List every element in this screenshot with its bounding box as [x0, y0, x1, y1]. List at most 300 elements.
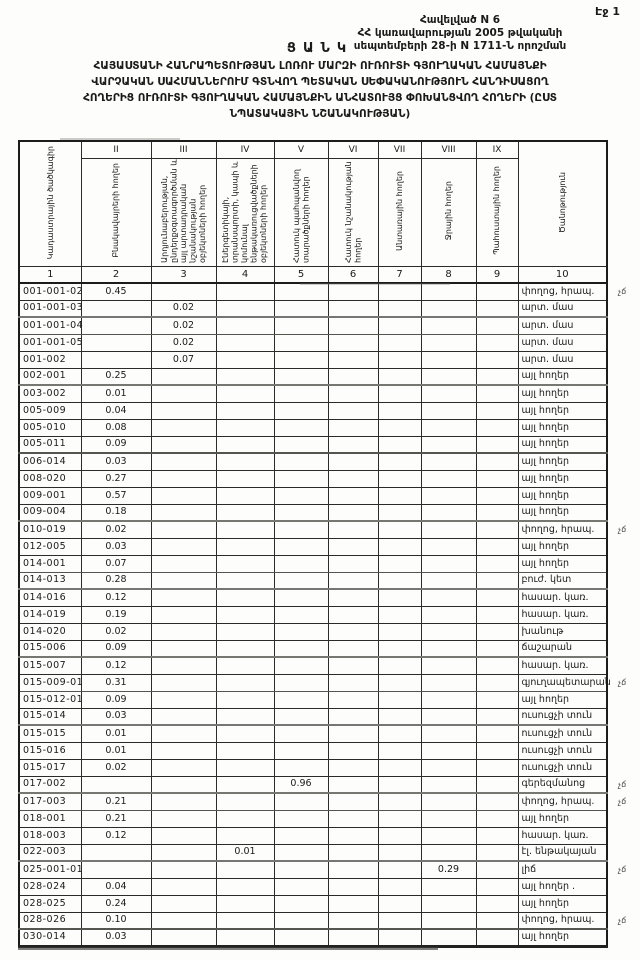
value-cell [274, 759, 328, 776]
value-cell [476, 521, 518, 538]
marginal-mark: չճ [617, 677, 627, 687]
value-cell [151, 555, 216, 572]
value-cell [274, 300, 328, 317]
value-cell [216, 606, 274, 623]
value-cell [378, 538, 421, 555]
value-cell: 0.09 [81, 640, 151, 657]
value-cell [328, 419, 378, 436]
value-cell [476, 691, 518, 708]
code-cell: 001-001-04 [19, 317, 81, 334]
note-cell [518, 929, 607, 946]
value-cell [378, 878, 421, 895]
value-cell [216, 657, 274, 674]
value-cell [378, 283, 421, 300]
code-cell: 022-003 [19, 844, 81, 861]
note-cell [518, 861, 627, 878]
table-row [19, 810, 607, 827]
value-cell [151, 912, 216, 929]
value-cell [476, 351, 518, 368]
value-cell [378, 708, 421, 725]
table-row [19, 657, 607, 674]
value-cell [328, 470, 378, 487]
value-cell [476, 419, 518, 436]
table-row [19, 929, 607, 946]
value-cell [274, 351, 328, 368]
value-cell [476, 861, 518, 878]
value-cell: 0.24 [81, 895, 151, 912]
value-cell [378, 521, 421, 538]
value-cell [328, 385, 378, 402]
col-header-special-purpose: Հատուկ նշանակության հողեր [328, 158, 378, 266]
value-cell [378, 776, 421, 793]
value-cell [216, 878, 274, 895]
code-cell: 015-015 [19, 725, 81, 742]
value-cell [328, 912, 378, 929]
value-cell [328, 844, 378, 861]
value-cell [216, 640, 274, 657]
note-cell [518, 334, 607, 351]
value-cell [421, 657, 476, 674]
value-cell [378, 674, 421, 691]
note-cell [518, 572, 607, 589]
marginal-mark: չճ [617, 796, 627, 807]
value-cell [421, 674, 476, 691]
code-cell: 015-012-01 [19, 691, 81, 708]
value-cell [328, 521, 378, 538]
code-cell: 014-013 [19, 572, 81, 589]
value-cell [421, 912, 476, 929]
value-cell [378, 504, 421, 521]
value-cell [81, 861, 151, 878]
value-cell [476, 759, 518, 776]
table-row [19, 521, 607, 538]
table-row [19, 589, 607, 606]
value-cell [274, 555, 328, 572]
note-cell [518, 810, 607, 827]
value-cell [216, 504, 274, 521]
table-row [19, 504, 607, 521]
value-cell: 0.08 [81, 419, 151, 436]
value-cell [328, 623, 378, 640]
note-text: այլ հողեր [521, 812, 570, 824]
value-cell [274, 283, 328, 300]
value-cell: 0.02 [81, 759, 151, 776]
value-cell [421, 436, 476, 453]
value-cell [274, 606, 328, 623]
value-cell [421, 504, 476, 521]
value-cell [476, 878, 518, 895]
value-cell: 0.04 [81, 878, 151, 895]
value-cell [378, 317, 421, 334]
col-header-energy-transport: Էներգետիկայի, տրանսպորտի, կապի և կոմունալ ենթակառուցվածքների օբյեկտների հողեր [216, 158, 274, 266]
table-row [19, 402, 607, 419]
value-cell [151, 538, 216, 555]
value-cell [274, 453, 328, 470]
col-header-reserve: Պահուստային հողեր [476, 158, 518, 266]
value-cell [378, 657, 421, 674]
title-line-4: ՆՊԱՏԱԿԱՅԻՆ ՆՇԱՆԱԿՈՒԹՅԱՆ) [229, 108, 411, 120]
col-number-3: 3 [151, 266, 216, 283]
note-cell [518, 453, 607, 470]
note-text: արտ. մաս [521, 319, 574, 331]
value-cell [476, 453, 518, 470]
note-text: արտ. մաս [521, 353, 574, 365]
value-cell [378, 810, 421, 827]
value-cell [421, 589, 476, 606]
value-cell [216, 589, 274, 606]
value-cell [216, 419, 274, 436]
value-cell: 0.01 [81, 742, 151, 759]
value-cell [274, 640, 328, 657]
table-row [19, 861, 607, 878]
value-cell [421, 402, 476, 419]
value-cell [378, 300, 421, 317]
value-cell [274, 929, 328, 946]
table-body [19, 283, 627, 946]
value-cell [216, 674, 274, 691]
code-cell: 009-001 [19, 487, 81, 504]
value-cell: 0.02 [81, 521, 151, 538]
code-cell: 015-014 [19, 708, 81, 725]
appendix-line-1: Հավելված N 6 [419, 14, 501, 26]
value-cell [274, 487, 328, 504]
value-cell [216, 623, 274, 640]
note-text: այլ հողեր [521, 557, 570, 569]
note-cell [518, 827, 607, 844]
value-cell [216, 402, 274, 419]
col-number-2: 2 [81, 266, 151, 283]
value-cell [274, 657, 328, 674]
value-cell [216, 742, 274, 759]
note-cell [518, 555, 607, 572]
value-cell [421, 725, 476, 742]
note-cell [518, 538, 607, 555]
code-cell: 002-001 [19, 368, 81, 385]
value-cell [274, 725, 328, 742]
value-cell [151, 283, 216, 300]
note-text: փողոց, հրապ. [521, 285, 595, 297]
value-cell [378, 436, 421, 453]
table-row [19, 368, 607, 385]
code-cell: 028-025 [19, 895, 81, 912]
note-text: այլ հողեր [521, 370, 570, 382]
note-text: գյուղապետարան [521, 676, 611, 688]
note-text: այլ հողեր [521, 404, 570, 416]
value-cell [216, 317, 274, 334]
note-text: այլ հողեր [521, 455, 570, 467]
value-cell [216, 351, 274, 368]
roman-numeral-2: II [81, 141, 151, 158]
value-cell [216, 810, 274, 827]
value-cell [216, 436, 274, 453]
value-cell [378, 827, 421, 844]
value-cell: 0.02 [151, 300, 216, 317]
marginal-mark: չճ [617, 915, 627, 925]
value-cell [421, 844, 476, 861]
value-cell [378, 402, 421, 419]
value-cell [328, 674, 378, 691]
value-cell [274, 538, 328, 555]
value-cell [151, 419, 216, 436]
value-cell [274, 912, 328, 929]
value-cell [476, 555, 518, 572]
value-cell: 0.45 [81, 283, 151, 300]
value-cell [274, 521, 328, 538]
value-cell [151, 470, 216, 487]
roman-numeral-9: IX [476, 141, 518, 158]
value-cell [151, 725, 216, 742]
col-header-residential: Բնակավայրերի հողեր [81, 158, 151, 266]
value-cell [328, 708, 378, 725]
roman-numeral-3: III [151, 141, 216, 158]
code-cell: 015-009-01 [19, 674, 81, 691]
value-cell [328, 759, 378, 776]
note-cell [518, 402, 607, 419]
value-cell [421, 776, 476, 793]
value-cell [274, 334, 328, 351]
value-cell [476, 623, 518, 640]
col-number-5: 5 [274, 266, 328, 283]
note-text: այլ հողեր [521, 897, 570, 909]
value-cell [151, 521, 216, 538]
note-cell [518, 521, 627, 538]
code-cell: 028-026 [19, 912, 81, 929]
table-row [19, 419, 607, 436]
note-text: հասար. կառ. [521, 829, 589, 841]
value-cell [216, 725, 274, 742]
value-cell [81, 334, 151, 351]
code-cell: 006-014 [19, 453, 81, 470]
value-cell [151, 402, 216, 419]
value-cell [151, 572, 216, 589]
value-cell [216, 470, 274, 487]
appendix-line-2: ՀՀ կառավարության 2005 թվականի [357, 27, 563, 39]
value-cell [421, 555, 476, 572]
code-cell: 028-024 [19, 878, 81, 895]
code-cell: 012-005 [19, 538, 81, 555]
value-cell [216, 912, 274, 929]
value-cell [378, 470, 421, 487]
value-cell [274, 895, 328, 912]
note-text: ուսուցչի տուն [521, 727, 593, 739]
value-cell [151, 623, 216, 640]
table-row [19, 691, 607, 708]
value-cell [378, 419, 421, 436]
note-text: լիճ [521, 863, 537, 875]
value-cell: 0.18 [81, 504, 151, 521]
value-cell [476, 674, 518, 691]
value-cell [216, 453, 274, 470]
value-cell [216, 691, 274, 708]
value-cell [151, 606, 216, 623]
code-cell: 014-001 [19, 555, 81, 572]
code-cell: 015-017 [19, 759, 81, 776]
table-row [19, 912, 607, 929]
roman-numeral-8: VIII [421, 141, 476, 158]
col-number-4: 4 [216, 266, 274, 283]
value-cell [476, 317, 518, 334]
value-cell: 0.09 [81, 691, 151, 708]
value-cell [378, 572, 421, 589]
note-cell [518, 776, 627, 793]
note-text: այլ հողեր [521, 931, 570, 943]
col-header-note [518, 141, 607, 266]
value-cell [216, 861, 274, 878]
value-cell [378, 759, 421, 776]
value-cell [274, 810, 328, 827]
col-number-7: 7 [378, 266, 421, 283]
note-text: այլ հողեր [521, 472, 570, 484]
value-cell [274, 691, 328, 708]
note-cell [518, 351, 607, 368]
value-cell [328, 351, 378, 368]
page-number: Էջ 1 [595, 5, 620, 18]
note-cell [518, 895, 607, 912]
col-header-industrial: Արդյունաբերության, ընդերքօգտագործման և այլ արտադրական նշանակության օբյեկտների հողեր [151, 158, 216, 266]
value-cell: 0.04 [81, 402, 151, 419]
value-cell [476, 742, 518, 759]
value-cell [274, 402, 328, 419]
value-cell [216, 300, 274, 317]
value-cell [421, 385, 476, 402]
value-cell [274, 827, 328, 844]
value-cell [421, 708, 476, 725]
value-cell: 0.19 [81, 606, 151, 623]
value-cell: 0.01 [81, 725, 151, 742]
table-row [19, 844, 607, 861]
value-cell [328, 606, 378, 623]
note-cell [518, 912, 627, 929]
value-cell: 0.57 [81, 487, 151, 504]
value-cell [328, 895, 378, 912]
value-cell [81, 351, 151, 368]
note-text: այլ հողեր [521, 387, 570, 399]
value-cell [476, 538, 518, 555]
note-cell [518, 691, 607, 708]
table-row [19, 334, 607, 351]
table-row [19, 640, 607, 657]
code-cell: 005-010 [19, 419, 81, 436]
value-cell [421, 300, 476, 317]
value-cell [151, 640, 216, 657]
value-cell: 0.03 [81, 538, 151, 555]
table-row [19, 674, 607, 691]
note-text: փողոց, հրապ. [521, 795, 595, 807]
value-cell [378, 691, 421, 708]
value-cell [328, 300, 378, 317]
value-cell [421, 334, 476, 351]
value-cell [328, 793, 378, 810]
value-cell [476, 606, 518, 623]
table-row [19, 283, 607, 300]
value-cell [421, 351, 476, 368]
note-text: գերեզմանոց [521, 778, 586, 790]
value-cell [328, 776, 378, 793]
note-cell [518, 844, 607, 861]
value-cell: 0.27 [81, 470, 151, 487]
value-cell [274, 793, 328, 810]
value-cell [476, 793, 518, 810]
value-cell [328, 691, 378, 708]
value-cell [274, 470, 328, 487]
note-cell [518, 623, 607, 640]
value-cell: 0.03 [81, 708, 151, 725]
note-text: ուսուցչի տուն [521, 761, 593, 773]
value-cell [328, 453, 378, 470]
value-cell: 0.03 [81, 453, 151, 470]
value-cell [216, 555, 274, 572]
value-cell [378, 929, 421, 946]
table-row [19, 725, 607, 742]
value-cell: 0.12 [81, 589, 151, 606]
code-cell: 018-003 [19, 827, 81, 844]
value-cell [378, 368, 421, 385]
table-row [19, 317, 607, 334]
value-cell [216, 708, 274, 725]
code-cell: 001-001-05 [19, 334, 81, 351]
table-row [19, 555, 607, 572]
roman-numeral-4: IV [216, 141, 274, 158]
table-row [19, 436, 607, 453]
note-column-label: Ծանոթություն [557, 171, 567, 233]
value-cell [421, 521, 476, 538]
code-cell: 014-019 [19, 606, 81, 623]
note-text: բուժ. կետ [521, 574, 572, 586]
table-row [19, 487, 607, 504]
value-cell [274, 674, 328, 691]
marginal-mark: չճ [617, 524, 627, 535]
table-row [19, 776, 607, 793]
value-cell [81, 844, 151, 861]
note-cell [518, 606, 607, 623]
value-cell: 0.12 [81, 827, 151, 844]
value-cell [476, 368, 518, 385]
code-cell: 001-002 [19, 351, 81, 368]
note-cell [518, 725, 607, 742]
code-cell: 008-020 [19, 470, 81, 487]
value-cell [151, 589, 216, 606]
note-cell [518, 742, 607, 759]
value-cell [421, 759, 476, 776]
table-row [19, 742, 607, 759]
value-cell [328, 640, 378, 657]
title-line-1: ՀԱՅԱՍՏԱՆԻ ՀԱՆՐԱՊԵՏՈՒԹՅԱՆ ԼՈՌՈՒ ՄԱՐԶԻ ՈՒՌՈՒՏԻ ԳՅՈՒՂԱԿԱՆ ՀԱՄԱՅՆՔԻ [93, 60, 547, 72]
table-row [19, 572, 607, 589]
note-cell [518, 470, 607, 487]
code-cell: 001-001-02 [19, 283, 81, 300]
value-cell [421, 572, 476, 589]
note-cell [518, 487, 607, 504]
value-cell: 0.10 [81, 912, 151, 929]
code-cell: 009-004 [19, 504, 81, 521]
code-cell: 015-006 [19, 640, 81, 657]
value-cell [216, 385, 274, 402]
value-cell [328, 487, 378, 504]
value-cell [216, 929, 274, 946]
value-cell [378, 487, 421, 504]
roman-numeral-6: VI [328, 141, 378, 158]
value-cell [151, 504, 216, 521]
value-cell [274, 844, 328, 861]
value-cell [476, 470, 518, 487]
value-cell [151, 776, 216, 793]
value-cell [328, 929, 378, 946]
code-cell: 030-014 [19, 929, 81, 946]
value-cell: 0.28 [81, 572, 151, 589]
value-cell [476, 657, 518, 674]
value-cell [151, 674, 216, 691]
title-line-3: ՀՈՂԵՐԻՑ ՈՒՌՈՒՏԻ ԳՅՈՒՂԱԿԱՆ ՀԱՄԱՅՆՔԻՆ ԱՆՀԱՏՈՒՅՑ ՓՈԽԱՆՑՎՈՂ ՀՈՂԵՐԻ (ԸՍՏ [83, 92, 557, 104]
